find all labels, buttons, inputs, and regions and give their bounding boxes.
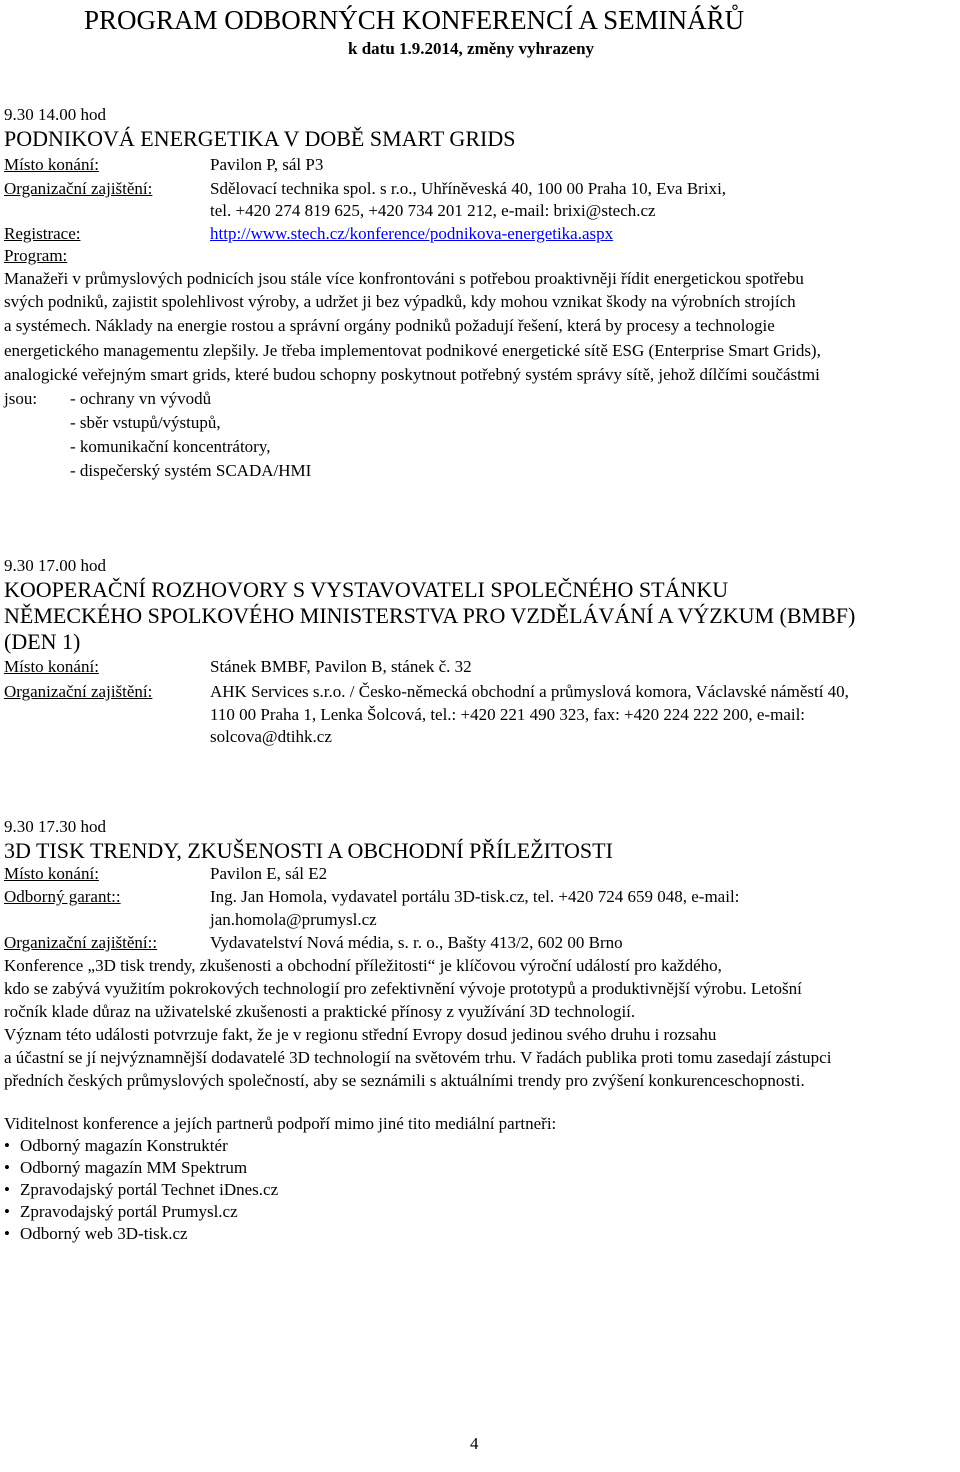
event3-partners-intro: Viditelnost konference a jejích partnerů podpoří mimo jiné tito mediální partneři: — [4, 1114, 557, 1133]
event3-paragraph-line: a účastní se jí nejvýznamnější dodavatelé 3D technologií na světovém trhu. V řadách publika proti tomu zasedají zástupci — [4, 1048, 832, 1067]
page-title: PROGRAM ODBORNÝCH KONFERENCÍ A SEMINÁŘŮ — [84, 5, 745, 35]
event2-org-line1: AHK Services s.r.o. / Česko-německá obchodní a průmyslová komora, Václavské náměstí 40, — [210, 682, 849, 701]
event1-paragraph-line: svých podniků, zajistit spolehlivost výroby, a udržet ji bez výpadků, kdy mohou vznikat škody na výrobních strojích — [4, 292, 796, 311]
event2-org-line3: solcova@dtihk.cz — [210, 727, 332, 746]
event3-place-value: Pavilon E, sál E2 — [210, 864, 328, 883]
event1-registration-link[interactable]: http://www.stech.cz/konference/podnikova-energetika.aspx — [210, 224, 614, 243]
event3-garant-line2: jan.homola@prumysl.cz — [210, 910, 377, 929]
event3-time: 9.30 17.30 hod — [4, 817, 106, 836]
event1-paragraph-line: energetického managementu zlepšily. Je třeba implementovat podnikové energetické sítě ESG (Enterprise Smart Grids), — [4, 341, 821, 360]
partner-name: Odborný magazín MM Spektrum — [20, 1158, 248, 1177]
event1-list-lead: jsou: — [4, 389, 38, 408]
partner-name: Zpravodajský portál Prumysl.cz — [20, 1202, 238, 1221]
event3-garant-line1: Ing. Jan Homola, vydavatel portálu 3D-tisk.cz, tel. +420 724 659 048, e-mail: — [210, 887, 740, 906]
event3-paragraph-line: Konference „3D tisk trendy, zkušenosti a obchodní příležitosti“ je klíčovou výroční událostí pro každého, — [4, 956, 722, 975]
event3-paragraph-line: předních českých průmyslových společností, aby se seznámili s aktuálními trendy pro zvýšení konkurenceschopnosti. — [4, 1071, 805, 1090]
event3-paragraph-line: ročník klade důraz na uživatelské zkušenosti a praktické přínosy z využívání 3D technologií. — [4, 1002, 636, 1021]
event3-paragraph-line: kdo se zabývá využitím pokrokových technologií pro zefektivnění vývoje prototypů a produktivnější výrobu. Letošní — [4, 979, 802, 998]
event2-time: 9.30 17.00 hod — [4, 556, 106, 575]
event1-place-label: Místo konání: — [4, 155, 99, 174]
event1-org-label: Organizační zajištění: — [4, 179, 153, 198]
event1-time: 9.30 14.00 hod — [4, 105, 106, 124]
partner-list-item — [4, 1201, 238, 1223]
partner-list-item — [4, 1223, 188, 1245]
event2-org-label: Organizační zajištění: — [4, 682, 153, 701]
event1-title: PODNIKOVÁ ENERGETIKA V DOBĚ SMART GRIDS — [4, 126, 516, 151]
event1-list-item: - komunikační koncentrátory, — [70, 437, 271, 456]
event3-paragraph-line: Význam této události potvrzuje fakt, že je v regionu střední Evropy dosud jedinou svého druhu i rozsahu — [4, 1025, 717, 1044]
event2-org-line2: 110 00 Praha 1, Lenka Šolcová, tel.: +420 221 490 323, fax: +420 224 222 200, e-mail: — [210, 705, 806, 724]
event1-registration-label: Registrace: — [4, 224, 81, 243]
partner-list-item — [4, 1157, 247, 1179]
event1-program-label: Program: — [4, 246, 68, 265]
event2-title-line: NĚMECKÉHO SPOLKOVÉHO MINISTERSTVA PRO VZDĚLÁVÁNÍ A VÝZKUM (BMBF) — [4, 603, 856, 628]
event2-title-line: (DEN 1) — [4, 629, 81, 654]
event1-list-item: - ochrany vn vývodů — [70, 389, 212, 408]
partner-name: Odborný web 3D-tisk.cz — [20, 1224, 188, 1243]
partner-name: Zpravodajský portál Technet iDnes.cz — [20, 1180, 279, 1199]
event1-list-item: - dispečerský systém SCADA/HMI — [70, 461, 312, 480]
partner-list-item — [4, 1179, 278, 1201]
event3-garant-label: Odborný garant:: — [4, 887, 121, 906]
event3-org-label: Organizační zajištění:: — [4, 933, 158, 952]
event3-org-value: Vydavatelství Nová média, s. r. o., Bašty 413/2, 602 00 Brno — [210, 933, 623, 952]
event1-paragraph-line: Manažeři v průmyslových podnicích jsou stále více konfrontováni s potřebou proaktivněji řídit energetickou spotřebu — [4, 269, 804, 288]
event1-org-line2: tel. +420 274 819 625, +420 734 201 212, e-mail: brixi@stech.cz — [210, 201, 656, 220]
event1-list-item: - sběr vstupů/výstupů, — [70, 413, 221, 432]
page-number: 4 — [470, 1434, 479, 1453]
partner-name: Odborný magazín Konstruktér — [20, 1136, 228, 1155]
event3-place-label: Místo konání: — [4, 864, 99, 883]
page-subtitle: k datu 1.9.2014, změny vyhrazeny — [348, 39, 595, 58]
event1-paragraph-line: a systémech. Náklady na energie rostou a správní orgány podniků požadují řešení, která by procesy a technologie — [4, 316, 775, 335]
event1-org-line1: Sdělovací technika spol. s r.o., Uhříněveská 40, 100 00 Praha 10, Eva Brixi, — [210, 179, 727, 198]
event2-title-line: KOOPERAČNÍ ROZHOVORY S VYSTAVOVATELI SPOLEČNÉHO STÁNKU — [4, 577, 729, 602]
event3-title: 3D TISK TRENDY, ZKUŠENOSTI A OBCHODNÍ PŘÍLEŽITOSTI — [4, 838, 613, 863]
event1-place-value: Pavilon P, sál P3 — [210, 155, 324, 174]
event2-place-label: Místo konání: — [4, 657, 99, 676]
event2-place-value: Stánek BMBF, Pavilon B, stánek č. 32 — [210, 657, 472, 676]
event1-paragraph-line: analogické veřejným smart grids, které budou schopny poskytnout potřebný systém správy sítě, jehož dílčími součástmi — [4, 365, 820, 384]
partner-list-item — [4, 1135, 228, 1157]
